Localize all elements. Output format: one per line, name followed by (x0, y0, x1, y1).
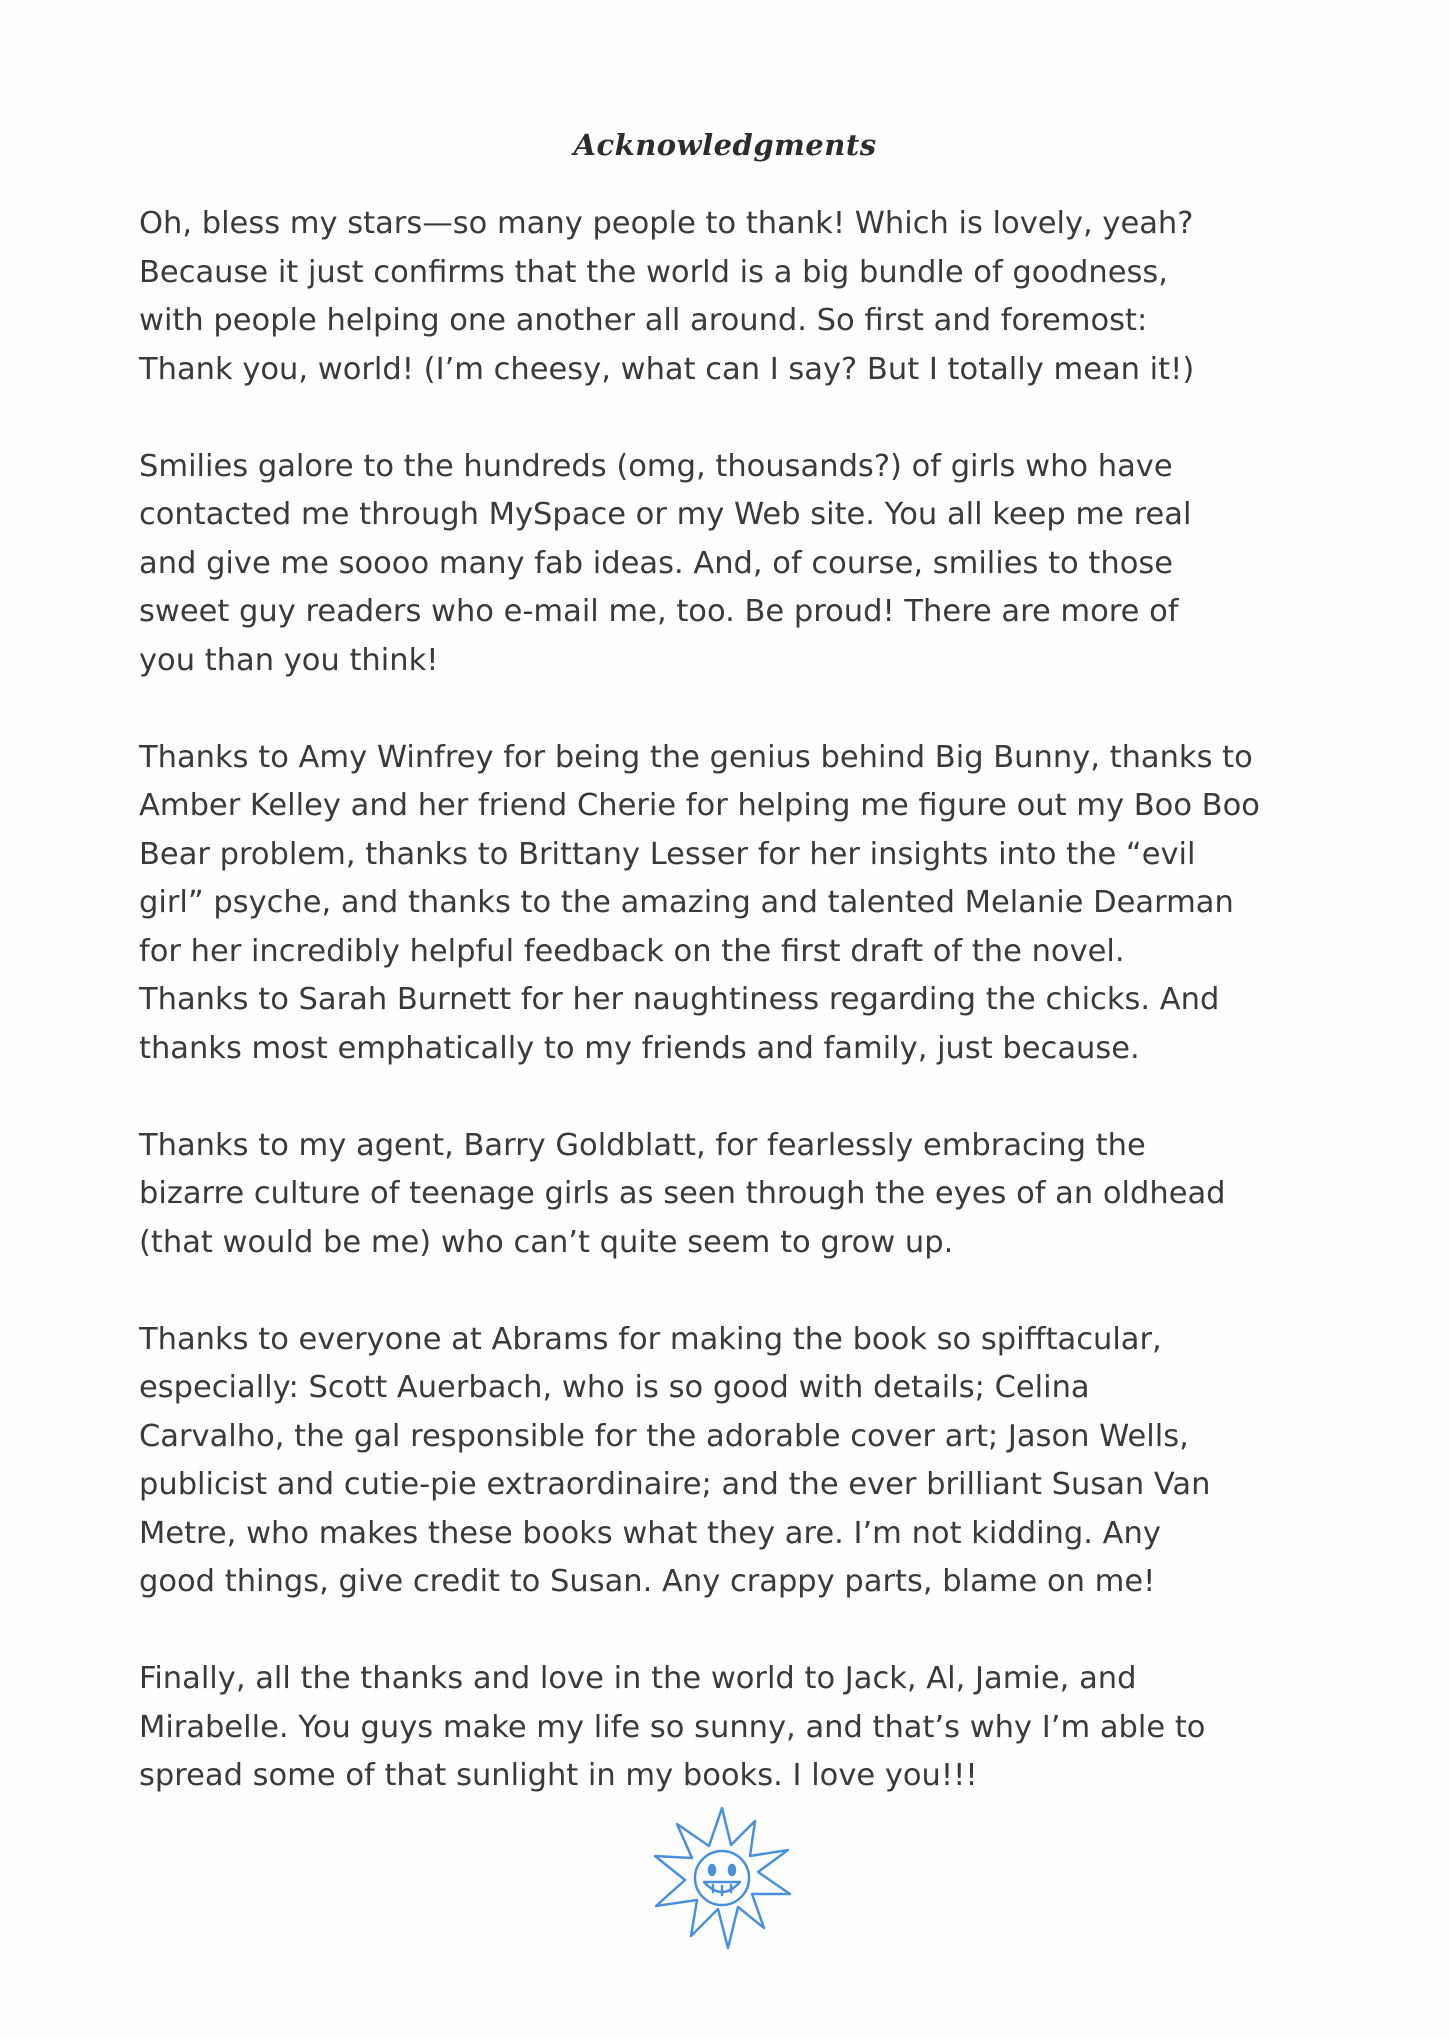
text-line: publicist and cutie-pie extraordinaire; and the ever brilliant Susan Van (139, 1467, 1211, 1502)
text-line: Thanks to Sarah Burnett for her naughtiness regarding the chicks. And (139, 982, 1220, 1017)
sun-face (695, 1851, 749, 1905)
text-line: spread some of that sunlight in my books. I love you!!! (139, 1758, 978, 1793)
paragraph (139, 1655, 1339, 1801)
paragraph (139, 734, 1339, 1074)
text-line: Smilies galore to the hundreds (omg, thousands?) of girls who have (139, 448, 1173, 484)
text-line: you than you think! (139, 642, 439, 678)
text-line: Oh, bless my stars—so many people to thank! Which is lovely, yeah? (139, 206, 1194, 241)
text-line: contacted me through MySpace or my Web site. You all keep me real (139, 497, 1192, 532)
text-line: Because it just confirms that the world is a big bundle of goodness, (139, 254, 1168, 290)
paragraph (139, 1122, 1339, 1268)
text-line: Finally, all the thanks and love in the world to Jack, Al, Jamie, and (139, 1661, 1137, 1696)
text-line: for her incredibly helpful feedback on the first draft of the novel. (139, 933, 1125, 969)
text-line: Thanks to everyone at Abrams for making the book so spifftacular, (139, 1321, 1162, 1357)
text-line: especially: Scott Auerbach, who is so good with details; Celina (139, 1370, 1090, 1405)
paragraph (139, 443, 1339, 686)
paragraph (139, 200, 1339, 394)
text-line: bizarre culture of teenage girls as seen through the eyes of an oldhead (139, 1176, 1226, 1211)
text-line: with people helping one another all around. So first and foremost: (139, 303, 1148, 338)
acknowledgments-body (139, 200, 1339, 1849)
text-line: and give me soooo many fab ideas. And, of course, smilies to those (139, 545, 1174, 581)
text-line: thanks most emphatically to my friends and family, just because. (139, 1030, 1140, 1066)
text-line: sweet guy readers who e-mail me, too. Be proud! There are more of (139, 594, 1179, 629)
paragraph (139, 1316, 1339, 1607)
text-line: Mirabelle. You guys make my life so sunny, and that’s why I’m able to (139, 1709, 1206, 1745)
text-line: (that would be me) who can’t quite seem to grow up. (139, 1224, 954, 1260)
sun-rays (655, 1808, 790, 1948)
text-line: Amber Kelley and her friend Cherie for helping me figure out my Boo Boo (139, 788, 1260, 823)
text-line: Bear problem, thanks to Brittany Lesser for her insights into the “evil (139, 836, 1196, 872)
text-line: Thanks to my agent, Barry Goldblatt, for fearlessly embracing the (139, 1127, 1146, 1163)
text-line: good things, give credit to Susan. Any crappy parts, blame on me! (139, 1564, 1156, 1599)
text-line: Thanks to Amy Winfrey for being the genius behind Big Bunny, thanks to (139, 739, 1253, 775)
text-line: Thank you, world! (I’m cheesy, what can I say? But I totally mean it!) (139, 351, 1195, 387)
page-title: Acknowledgments (573, 128, 877, 162)
text-line: Metre, who makes these books what they are. I’m not kidding. Any (139, 1515, 1161, 1551)
smiling-sun-icon (652, 1806, 792, 1951)
text-line: Carvalho, the gal responsible for the adorable cover art; Jason Wells, (139, 1418, 1189, 1454)
text-line: girl” psyche, and thanks to the amazing and talented Melanie Dearman (139, 885, 1234, 920)
